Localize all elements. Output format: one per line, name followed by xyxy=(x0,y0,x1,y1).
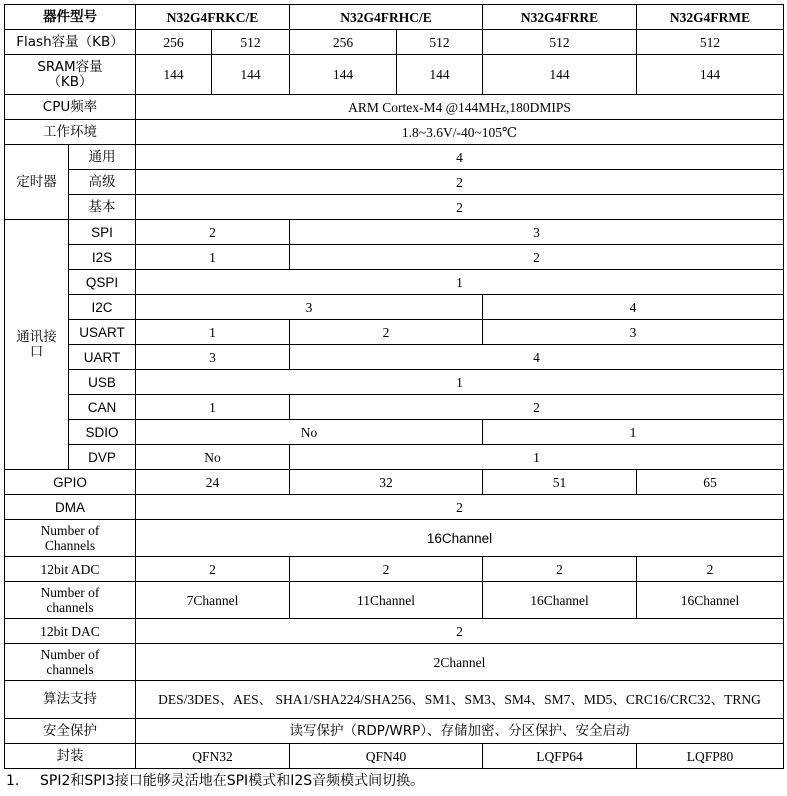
qspi-label: QSPI xyxy=(69,270,136,295)
adc-channels-value: 16Channel xyxy=(483,582,637,619)
can-value: 1 xyxy=(136,395,290,420)
usb-label: USB xyxy=(69,370,136,395)
package-label: 封装 xyxy=(5,744,136,769)
sdio-row xyxy=(5,420,784,445)
timer-general-value: 4 xyxy=(136,145,784,170)
adc-value: 2 xyxy=(290,557,483,582)
adc-channels-value: 7Channel xyxy=(136,582,290,619)
model-label: 器件型号 xyxy=(5,5,136,30)
gpio-label: GPIO xyxy=(5,470,136,495)
dma-channels-value: 16Channel xyxy=(136,520,784,557)
timer-general-label: 通用 xyxy=(69,145,136,170)
dvp-value: No xyxy=(136,445,290,470)
gpio-value: 65 xyxy=(637,470,784,495)
spi-label: SPI xyxy=(69,220,136,245)
usb-row xyxy=(5,370,784,395)
flash-value: 256 xyxy=(136,30,212,55)
model-hc: N32G4FRHC/E xyxy=(290,5,483,30)
spi-value: 2 xyxy=(136,220,290,245)
model-re: N32G4FRRE xyxy=(483,5,637,30)
flash-value: 512 xyxy=(483,30,637,55)
adc-channels-row xyxy=(5,582,784,619)
timer-basic-label: 基本 xyxy=(69,195,136,220)
dma-value: 2 xyxy=(136,495,784,520)
timer-general-row xyxy=(5,145,784,170)
i2s-value: 1 xyxy=(136,245,290,270)
qspi-row xyxy=(5,270,784,295)
footnote xyxy=(6,770,424,790)
header-row xyxy=(5,5,784,30)
package-value: LQFP64 xyxy=(483,744,637,769)
flash-value: 512 xyxy=(397,30,483,55)
i2c-row xyxy=(5,295,784,320)
env-value: 1.8~3.6V/-40~105℃ xyxy=(136,120,784,145)
security-row xyxy=(5,719,784,744)
package-value: QFN32 xyxy=(136,744,290,769)
adc-value: 2 xyxy=(483,557,637,582)
sram-value: 144 xyxy=(397,55,483,95)
dac-row xyxy=(5,619,784,644)
cpu-value: ARM Cortex-M4 @144MHz,180DMIPS xyxy=(136,95,784,120)
usart-label: USART xyxy=(69,320,136,345)
i2c-label: I2C xyxy=(69,295,136,320)
gpio-row xyxy=(5,470,784,495)
spec-table xyxy=(4,4,784,769)
usart-value: 1 xyxy=(136,320,290,345)
model-kc: N32G4FRKC/E xyxy=(136,5,290,30)
cpu-label: CPU频率 xyxy=(5,95,136,120)
sram-value: 144 xyxy=(212,55,290,95)
adc-label: 12bit ADC xyxy=(5,557,136,582)
usart-value: 3 xyxy=(483,320,784,345)
dvp-label: DVP xyxy=(69,445,136,470)
spi-row xyxy=(5,220,784,245)
adc-value: 2 xyxy=(637,557,784,582)
dvp-value: 1 xyxy=(290,445,784,470)
gpio-value: 51 xyxy=(483,470,637,495)
sdio-label: SDIO xyxy=(69,420,136,445)
timer-basic-value: 2 xyxy=(136,195,784,220)
comm-label: 通讯接口 xyxy=(5,220,69,470)
algo-label: 算法支持 xyxy=(5,681,136,719)
algo-value: DES/3DES、AES、 SHA1/SHA224/SHA256、SM1、SM3、SM4、SM7、MD5、CRC16/CRC32、TRNG xyxy=(136,681,784,719)
footnote-text: SPI2和SPI3接口能够灵活地在SPI模式和I2S音频模式间切换。 xyxy=(40,773,425,789)
package-row xyxy=(5,744,784,769)
flash-value: 512 xyxy=(212,30,290,55)
usb-value: 1 xyxy=(136,370,784,395)
timer-advanced-row xyxy=(5,170,784,195)
dma-channels-label: Number of Channels xyxy=(5,520,136,557)
sram-value: 144 xyxy=(136,55,212,95)
sram-value: 144 xyxy=(637,55,784,95)
adc-row xyxy=(5,557,784,582)
i2s-value: 2 xyxy=(290,245,784,270)
uart-value: 4 xyxy=(290,345,784,370)
dac-channels-row xyxy=(5,644,784,681)
timer-basic-row xyxy=(5,195,784,220)
adc-channels-label: Number of channels xyxy=(5,582,136,619)
sram-value: 144 xyxy=(483,55,637,95)
i2s-row xyxy=(5,245,784,270)
gpio-value: 32 xyxy=(290,470,483,495)
timer-advanced-value: 2 xyxy=(136,170,784,195)
security-value: 读写保护（RDP/WRP）、存储加密、分区保护、安全启动 xyxy=(136,719,784,744)
uart-label: UART xyxy=(69,345,136,370)
dac-value: 2 xyxy=(136,619,784,644)
spi-value: 3 xyxy=(290,220,784,245)
timer-advanced-label: 高级 xyxy=(69,170,136,195)
dvp-row xyxy=(5,445,784,470)
security-label: 安全保护 xyxy=(5,719,136,744)
gpio-value: 24 xyxy=(136,470,290,495)
adc-channels-value: 16Channel xyxy=(637,582,784,619)
footnote-number: 1. xyxy=(6,773,20,789)
qspi-value: 1 xyxy=(136,270,784,295)
can-label: CAN xyxy=(69,395,136,420)
uart-value: 3 xyxy=(136,345,290,370)
usart-row xyxy=(5,320,784,345)
i2c-value: 4 xyxy=(483,295,784,320)
dma-channels-row xyxy=(5,520,784,557)
package-value: LQFP80 xyxy=(637,744,784,769)
adc-channels-value: 11Channel xyxy=(290,582,483,619)
can-value: 2 xyxy=(290,395,784,420)
adc-value: 2 xyxy=(136,557,290,582)
env-label: 工作环境 xyxy=(5,120,136,145)
package-value: QFN40 xyxy=(290,744,483,769)
sram-label: SRAM容量（KB） xyxy=(5,55,136,95)
uart-row xyxy=(5,345,784,370)
can-row xyxy=(5,395,784,420)
sram-value: 144 xyxy=(290,55,397,95)
algo-row xyxy=(5,681,784,719)
dma-row xyxy=(5,495,784,520)
sdio-value: No xyxy=(136,420,483,445)
i2s-label: I2S xyxy=(69,245,136,270)
dac-channels-value: 2Channel xyxy=(136,644,784,681)
sdio-value: 1 xyxy=(483,420,784,445)
dac-channels-label: Number of channels xyxy=(5,644,136,681)
sram-row xyxy=(5,55,784,95)
flash-value: 512 xyxy=(637,30,784,55)
flash-value: 256 xyxy=(290,30,397,55)
cpu-row xyxy=(5,95,784,120)
i2c-value: 3 xyxy=(136,295,483,320)
flash-row xyxy=(5,30,784,55)
dac-label: 12bit DAC xyxy=(5,619,136,644)
env-row xyxy=(5,120,784,145)
usart-value: 2 xyxy=(290,320,483,345)
flash-label: Flash容量（KB） xyxy=(5,30,136,55)
timer-label: 定时器 xyxy=(5,145,69,220)
model-me: N32G4FRME xyxy=(637,5,784,30)
dma-label: DMA xyxy=(5,495,136,520)
